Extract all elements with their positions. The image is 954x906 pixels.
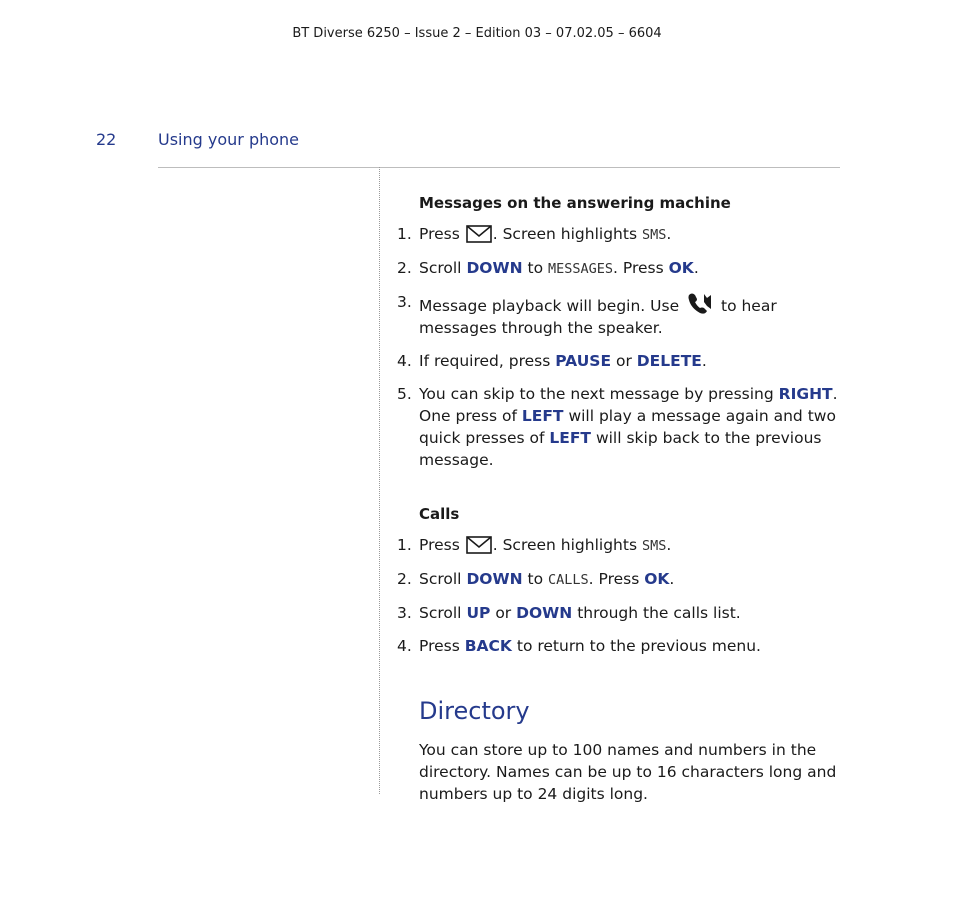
step-text: Message playback will begin. Use (419, 297, 680, 315)
step-text: will skip back to the previous message. (419, 429, 822, 469)
lcd-text: SMS (641, 538, 667, 554)
step-text: . Screen highlights (492, 225, 638, 243)
step-text: Press (419, 225, 460, 243)
list-item (395, 291, 840, 339)
list-item (395, 223, 840, 246)
step-number: 3. (397, 293, 412, 311)
messages-heading: Messages on the answering machine (419, 194, 731, 212)
step-text: . Press (613, 259, 664, 277)
step-number: 1. (397, 536, 412, 554)
handset-speaker-icon (685, 291, 715, 315)
key-label: PAUSE (555, 352, 612, 370)
header-divider (158, 167, 840, 168)
key-label: DOWN (466, 570, 523, 588)
step-text: . Screen highlights (492, 536, 638, 554)
step-text: to (527, 259, 544, 277)
step-number: 2. (397, 259, 412, 277)
step-number: 2. (397, 570, 412, 588)
step-text: . Press (588, 570, 640, 588)
step-number: 5. (397, 385, 412, 403)
step-text: . (666, 536, 672, 554)
step-text: Scroll (419, 570, 462, 588)
step-text: Scroll (419, 604, 462, 622)
step-text: will play a message again and two quick presses of (419, 407, 836, 447)
step-number: 1. (397, 225, 412, 243)
step-text: Press (419, 637, 460, 655)
step-text: through the calls list. (577, 604, 741, 622)
step-number: 4. (397, 637, 412, 655)
key-label: LEFT (549, 429, 592, 447)
list-item (395, 350, 840, 372)
step-text: You can skip to the next message by pressing (419, 385, 774, 403)
list-item (395, 635, 840, 657)
lcd-text: CALLS (548, 572, 589, 588)
step-text: to hear messages through the speaker. (419, 297, 777, 337)
step-number: 3. (397, 604, 412, 622)
step-text: . (701, 352, 707, 370)
key-label: RIGHT (778, 385, 833, 403)
envelope-icon (466, 536, 492, 554)
list-item (395, 383, 840, 471)
step-text: Scroll (419, 259, 462, 277)
key-label: DELETE (636, 352, 702, 370)
directory-section (395, 697, 840, 805)
key-label: BACK (464, 637, 512, 655)
document-header: BT Diverse 6250 – Issue 2 – Edition 03 – 07.02.05 – 6604 (292, 26, 662, 41)
step-text: . (666, 225, 672, 243)
step-text: to return to the previous menu. (516, 637, 761, 655)
step-text: Press (419, 536, 460, 554)
list-item (395, 534, 840, 557)
list-item (395, 602, 840, 624)
section-title: Using your phone (158, 130, 300, 149)
lcd-text: MESSAGES (548, 261, 614, 277)
calls-heading: Calls (419, 505, 460, 523)
column-divider (379, 167, 380, 794)
key-label: LEFT (521, 407, 564, 425)
step-text: If required, press (419, 352, 551, 370)
step-text: or (495, 604, 512, 622)
key-label: OK (668, 259, 694, 277)
list-item (395, 257, 840, 280)
messages-section (395, 192, 840, 471)
key-label: DOWN (516, 604, 573, 622)
page-number: 22 (96, 130, 117, 149)
step-text: or (615, 352, 632, 370)
lcd-text: SMS (641, 227, 667, 243)
step-text: . One press of (419, 385, 838, 425)
key-label: UP (466, 604, 491, 622)
list-item (395, 568, 840, 591)
step-text: . (669, 570, 675, 588)
key-label: DOWN (466, 259, 523, 277)
step-text: . (693, 259, 699, 277)
main-content (395, 192, 840, 805)
key-label: OK (644, 570, 670, 588)
envelope-icon (466, 225, 492, 243)
directory-text: You can store up to 100 names and numbers in the directory. Names can be up to 16 characters long and numbers up to 24 digits long. (419, 741, 837, 803)
directory-title: Directory (419, 697, 530, 725)
calls-steps (395, 534, 840, 657)
step-number: 4. (397, 352, 412, 370)
step-text: to (527, 570, 544, 588)
messages-steps (395, 223, 840, 471)
calls-section (395, 503, 840, 657)
